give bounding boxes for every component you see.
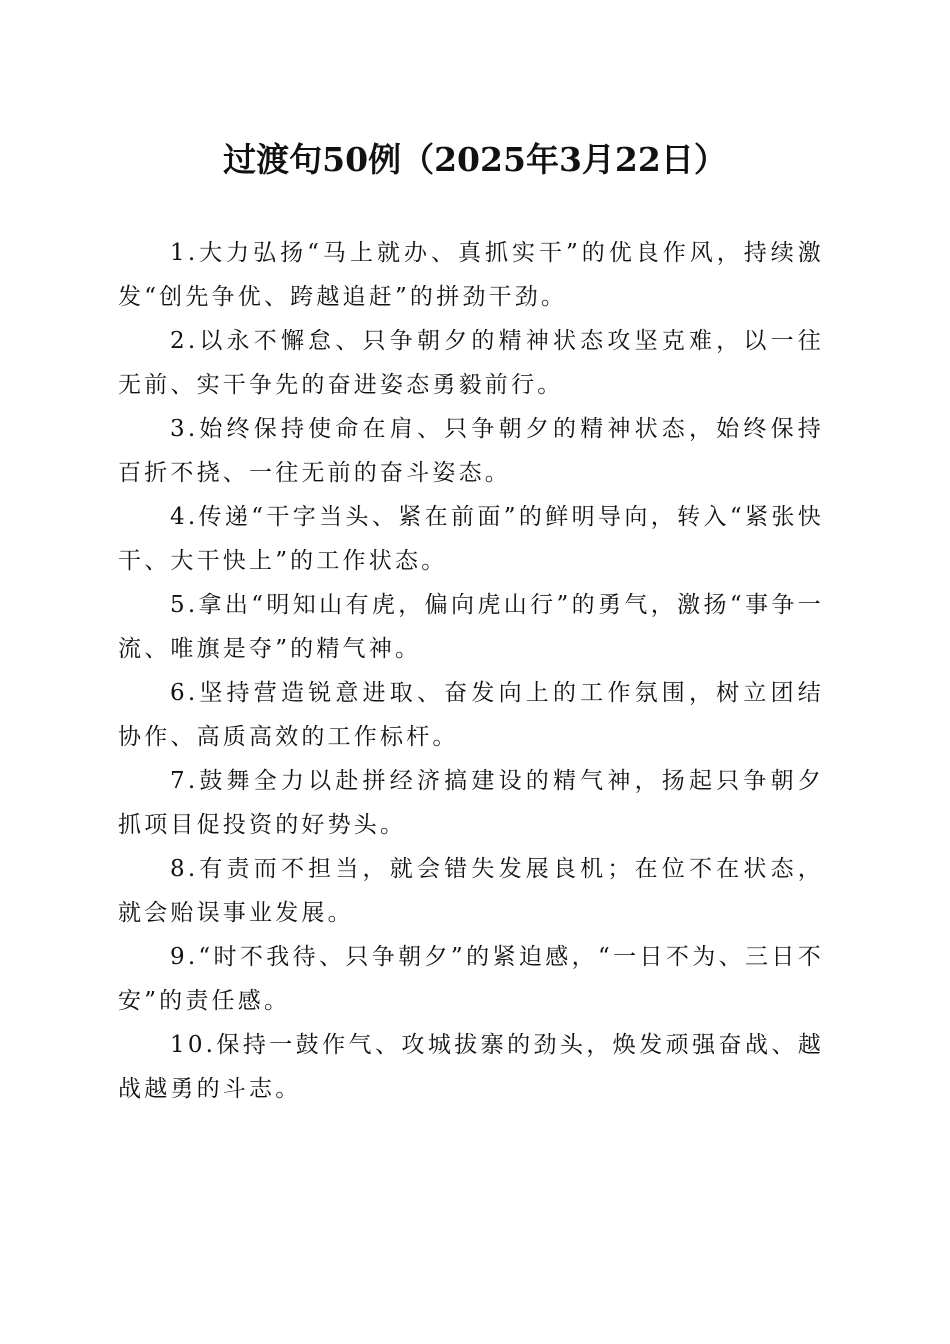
document-body bbox=[118, 231, 824, 1111]
paragraph: 10.保持一鼓作气、攻城拔寨的劲头，焕发顽强奋战、越战越勇的斗志。 bbox=[118, 1032, 824, 1102]
paragraph: 4.传递“干字当头、紧在前面”的鲜明导向，转入“紧张快干、大干快上”的工作状态。 bbox=[118, 504, 824, 574]
paragraph: 5.拿出“明知山有虎，偏向虎山行”的勇气，激扬“事争一流、唯旗是夺”的精气神。 bbox=[118, 592, 824, 662]
paragraph: 1.大力弘扬“马上就办、真抓实干”的优良作风，持续激发“创先争优、跨越追赶”的拼劲干劲。 bbox=[118, 240, 824, 310]
paragraph: 2.以永不懈怠、只争朝夕的精神状态攻坚克难，以一往无前、实干争先的奋进姿态勇毅前行。 bbox=[118, 328, 824, 398]
paragraph: 8.有责而不担当，就会错失发展良机；在位不在状态，就会贻误事业发展。 bbox=[118, 856, 824, 926]
paragraph: 6.坚持营造锐意进取、奋发向上的工作氛围，树立团结协作、高质高效的工作标杆。 bbox=[118, 680, 824, 750]
document-title: 过渡句50例（2025年3月22日） bbox=[223, 140, 727, 179]
paragraph: 3.始终保持使命在肩、只争朝夕的精神状态，始终保持百折不挠、一往无前的奋斗姿态。 bbox=[118, 416, 824, 486]
paragraph: 7.鼓舞全力以赴拼经济搞建设的精气神，扬起只争朝夕抓项目促投资的好势头。 bbox=[118, 768, 824, 838]
paragraph: 9.“时不我待、只争朝夕”的紧迫感，“一日不为、三日不安”的责任感。 bbox=[118, 944, 824, 1014]
